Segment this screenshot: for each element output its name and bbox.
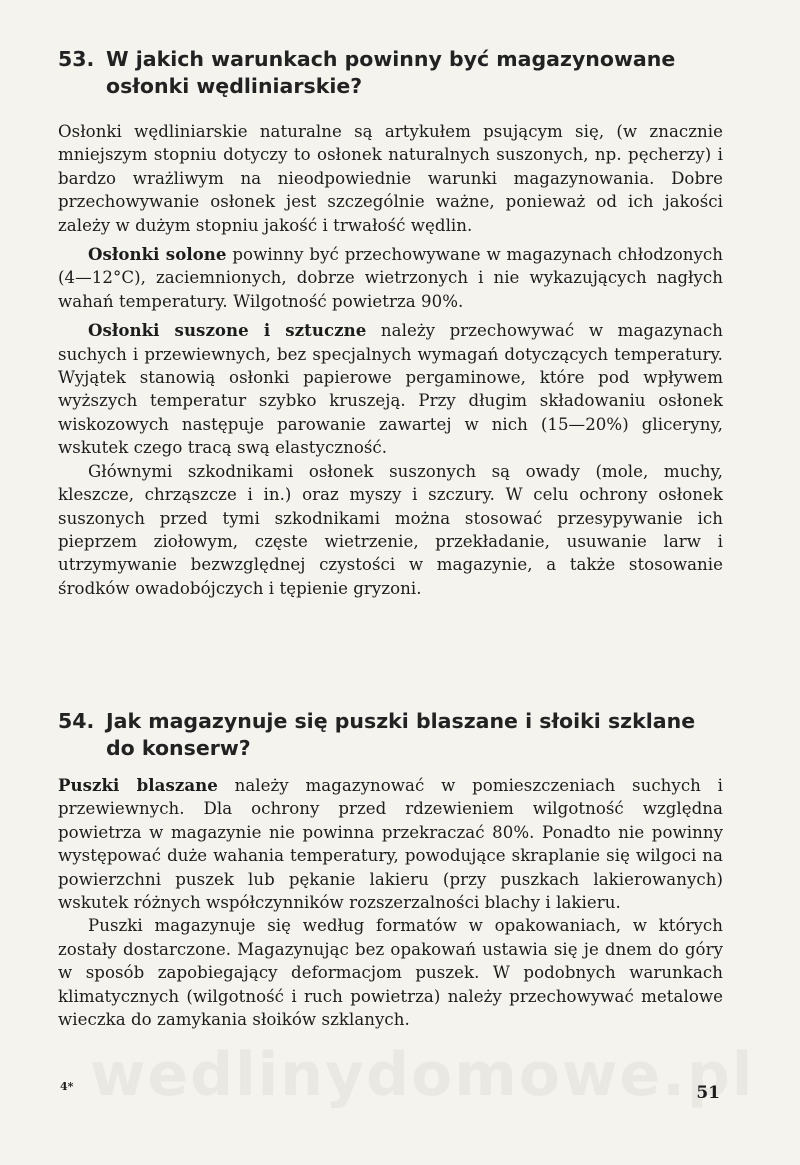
answer-54-term-tin-cans: Puszki blaszane bbox=[58, 775, 218, 795]
watermark-text bbox=[90, 1040, 730, 1110]
question-54-number: 54. bbox=[58, 709, 95, 733]
answer-54-paragraph-1-text: należy magazynować w pomieszczeniach suchych i przewiewnych. Dla ochrony przed rdzewieniem wilgotność względna powietrza w magazynie nie powinna przekraczać 80%. Ponadto nie powinny występować duże wahania temperatury, powodujące skraplanie się wilgoci na powierzchni puszek lub pękanie lakieru (przy puszkach lakierowanych) wskutek różnych współczynników rozszerzalności blachy i lakieru. bbox=[58, 776, 724, 913]
answer-53-paragraph-2 bbox=[58, 243, 723, 313]
answer-53-paragraph-2-text: powinny być przechowywane w magazynach chłodzonych (4—12°C), zaciemnionych, dobrze wietrzonych i nie wykazujących nagłych wahań temperatury. Wilgotność powietrza 90%. bbox=[58, 245, 723, 311]
answer-53-paragraph-4: Głównymi szkodnikami osłonek suszonych są owady (mole, muchy, kleszcze, chrząszcze i in.) oraz myszy i szczury. W celu ochrony osłonek suszonych przed tymi szkodnikami można stosować przesypywanie ich pieprzem ziołowym, częste wietrzenie, przekładanie, usuwanie larw i utrzymywanie bezwzględnej czystości w magazynie, a także stosowanie środków owadobójczych i tępienie gryzoni. bbox=[58, 461, 723, 598]
answer-53-term-dried: Osłonki suszone i sztuczne bbox=[88, 320, 367, 341]
question-53 bbox=[58, 46, 723, 100]
signature-mark: 4* bbox=[60, 1080, 74, 1093]
page-number: 51 bbox=[696, 1083, 720, 1103]
question-54-heading bbox=[58, 708, 723, 762]
answer-53-paragraph-3-text: należy przechowywać w magazynach suchych i przewiewnych, bez specjalnych wymagań dotyczących temperatury. Wyjątek stanowią osłonki papierowe pergaminowe, które pod wpływem wyższych temperatur szybko kruszeją. Przy długim składowaniu osłonek wiskozowych następuje parowanie zawartej w nich (15—20%) gliceryny, wskutek czego tracą swą elastyczność. bbox=[58, 321, 723, 458]
answer-54 bbox=[58, 774, 723, 1031]
answer-53-paragraph-1: Osłonki wędliniarskie naturalne są artykułem psującym się, (w znacznie mniejszym stopniu dotyczy to osłonek naturalnych suszonych, np. pęcherzy) i bardzo wrażliwym na nieodpowiednie warunki magazynowania. Dobre przechowywanie osłonek jest szczególnie ważne, ponieważ od ich jakości zależy w dużym stopniu jakość i trwałość wędlin. bbox=[58, 122, 723, 235]
question-53-heading bbox=[58, 46, 723, 100]
answer-54-paragraph-1 bbox=[58, 774, 723, 914]
answer-53-term-salted: Osłonki solone bbox=[88, 244, 227, 265]
question-54 bbox=[58, 708, 723, 762]
answer-53 bbox=[58, 120, 723, 600]
question-53-number: 53. bbox=[58, 47, 95, 71]
answer-54-paragraph-2: Puszki magazynuje się według formatów w opakowaniach, w których zostały dostarczone. Magazynując bez opakowań ustawia się je dnem do góry w sposób zapobiegający deformacjom puszek. W podobnych warunkach klimatycznych (wilgotność i ruch powietrza) należy przechowywać metalowe wieczka do zamykania słoików szklanych. bbox=[58, 916, 723, 1030]
question-53-title: W jakich warunkach powinny być magazynowane osłonki wędliniarskie? bbox=[106, 47, 676, 98]
question-54-title: Jak magazynuje się puszki blaszane i słoiki szklane do konserw? bbox=[106, 709, 696, 760]
answer-53-paragraph-3 bbox=[58, 319, 723, 459]
